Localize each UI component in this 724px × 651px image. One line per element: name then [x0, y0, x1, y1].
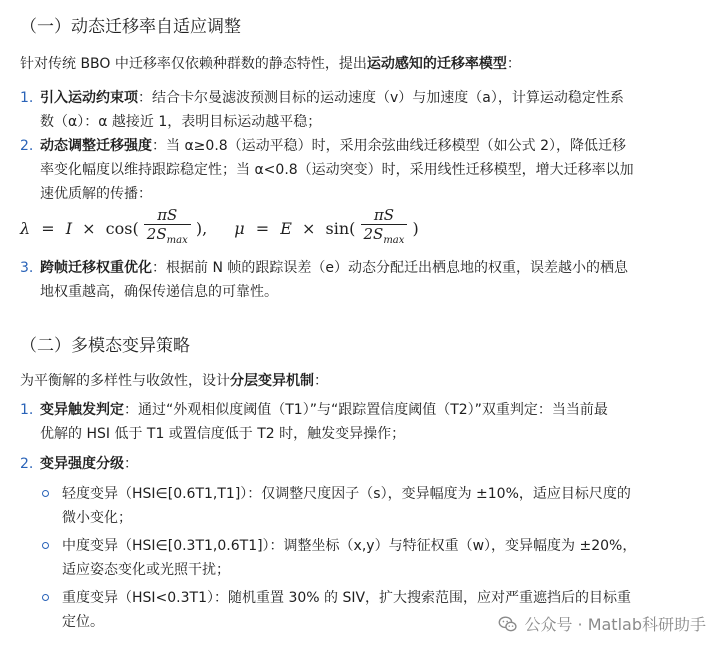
formula-denominator-sub: max: [166, 235, 188, 246]
list-item-text: 速优质解的传播：: [40, 186, 152, 202]
circle-bullet-icon: [42, 542, 49, 549]
formula-close: ): [412, 218, 419, 238]
list-item-text: 率变化幅度以维持跟踪稳定性；当 α<0.8（运动突变）时，采用线性迁移模型，增大迁移率以加: [40, 162, 634, 178]
section1-title: （一）动态迁移率自适应调整: [20, 17, 241, 37]
list-item-number: 1.: [20, 402, 34, 418]
list-item-text: ：结合卡尔曼滤波预测目标的运动速度（v）与加速度（a），计算运动稳定性系: [138, 90, 624, 106]
migration-formula: [20, 206, 419, 252]
list-item-text: ：根据前 N 帧的跟踪误差（e）动态分配迁出栖息地的权重，误差越小的栖息: [152, 260, 628, 276]
wechat-icon: [498, 614, 518, 634]
list-item-bold: 动态调整迁移强度: [40, 138, 152, 154]
formula-times: ×: [302, 218, 316, 238]
formula-denominator: 2S: [363, 225, 384, 243]
circle-bullet-icon: [42, 490, 49, 497]
list-item-text: ：: [124, 456, 138, 472]
sub-list-item-text: 轻度变异（HSI∈[0.6T1,T1]）：仅调整尺度因子（s），变异幅度为 ±10%，适应目标尺度的: [62, 486, 631, 502]
formula-close: ): [195, 218, 203, 238]
section1-intro-suffix: ：: [506, 56, 521, 72]
section2-intro: [20, 369, 328, 393]
list-item-text: ：当 α≥0.8（运动平稳）时，采用余弦曲线迁移模型（如公式 2），降低迁移: [152, 138, 627, 154]
sub-list-item-text: 中度变异（HSI∈[0.3T1,0.6T1]）：调整坐标（x,y）与特征权重（w），变异幅度为 ±20%，: [62, 538, 637, 554]
formula-numerator: πS: [157, 206, 178, 224]
formula-sin: sin(: [325, 218, 356, 238]
section1-intro-bold: 运动感知的迁移率模型: [366, 56, 507, 72]
list-item-bold: 引入运动约束项: [40, 90, 138, 106]
list-item-bold: 跨帧迁移权重优化: [40, 260, 152, 276]
section2-title: （二）多模态变异策略: [20, 336, 190, 356]
formula-fraction: [144, 206, 191, 250]
list-item-number: 2.: [20, 456, 34, 472]
section1-intro-prefix: 针对传统 BBO 中迁移率仅依赖种群数的静态特性，提出: [20, 56, 367, 72]
list-item-bold: 变异触发判定: [40, 402, 124, 418]
formula-equals: =: [41, 218, 55, 238]
list-item-number: 3.: [20, 260, 34, 276]
sub-list-item-text: 微小变化；: [62, 510, 132, 526]
formula-comma: ,: [202, 218, 208, 238]
section2-intro-bold: 分层变异机制: [230, 373, 314, 389]
formula-fraction: [361, 206, 408, 250]
sub-list-item-text: 适应姿态变化或光照干扰；: [62, 562, 230, 578]
list-item-bold: 变异强度分级: [40, 456, 124, 472]
list-item-number: 1.: [20, 90, 34, 106]
watermark-text: 公众号 · Matlab科研助手: [524, 615, 706, 634]
formula-numerator: πS: [373, 206, 395, 224]
list-item-text: 数（α）：α 越接近 1，表明目标运动越平稳；: [40, 114, 322, 130]
formula-times: ×: [82, 218, 96, 238]
section1-intro: [20, 52, 521, 76]
circle-bullet-icon: [42, 594, 49, 601]
section2-intro-prefix: 为平衡解的多样性与收敛性，设计: [20, 373, 230, 389]
formula-cos: cos(: [105, 218, 139, 238]
formula-I: I: [65, 218, 73, 238]
formula-mu: μ: [234, 218, 245, 238]
watermark: [498, 612, 706, 635]
list-item-text: 优解的 HSI 低于 T1 或置信度低于 T2 时，触发变异操作；: [40, 426, 406, 442]
section2-intro-suffix: ：: [314, 373, 328, 389]
formula-denominator-sub: max: [383, 235, 405, 246]
formula-lambda: λ: [20, 218, 31, 238]
formula-equals: =: [255, 218, 270, 238]
sub-list-item-text: 重度变异（HSI<0.3T1）：随机重置 30% 的 SIV，扩大搜索范围，应对严重遮挡后的目标重: [62, 590, 632, 606]
list-item-text: ：通过“外观相似度阈值（T1）”与“跟踪置信度阈值（T2）”双重判定：当当前最: [124, 402, 608, 418]
list-item-number: 2.: [20, 138, 34, 154]
formula-denominator: 2S: [146, 225, 167, 243]
formula-E: E: [280, 218, 292, 238]
sub-list-item-text: 定位。: [62, 614, 104, 630]
list-item-text: 地权重越高，确保传递信息的可靠性。: [40, 284, 278, 300]
